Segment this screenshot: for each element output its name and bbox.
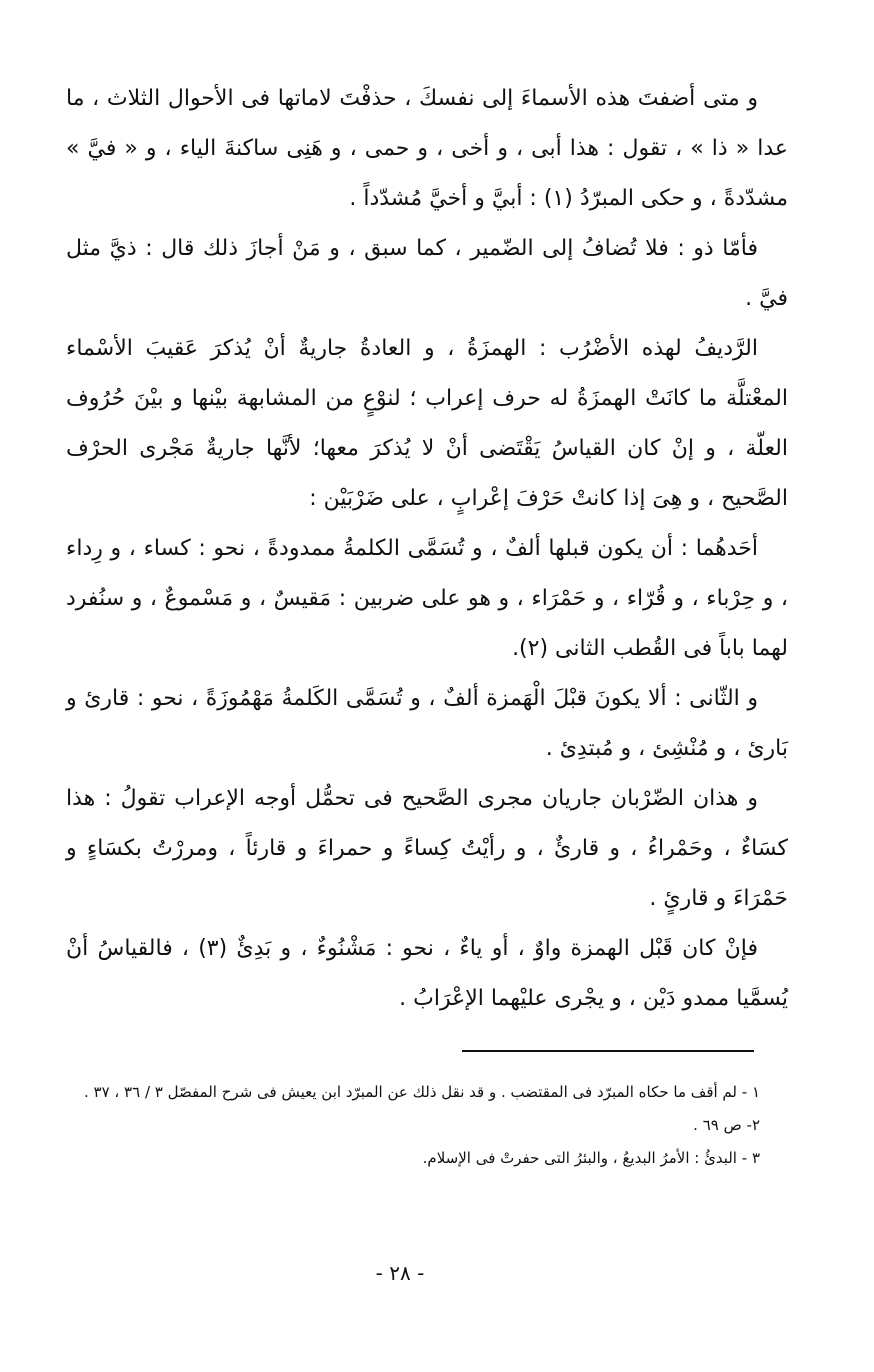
- footnotes: [22, 1076, 760, 1175]
- footnote-1: ١ - لم أقف ما حكاه المبرّد فى المقتضب . و قد نقل ذلك عن المبرّد ابن يعيش فى شرح المفصّل ٣ / ٣٦ ، ٣٧ .: [83, 1083, 760, 1101]
- footnote-2: ٢- ص ٦٩ .: [693, 1116, 760, 1134]
- paragraph-waw-ya: فإنْ كان قَبْل الهمزة واوٌ ، أو ياءٌ ، نحو : مَشْنُوءٌ ، و بَدِئٌ (٣) ، فالقياسُ أنْ يُسمَّيا ممدو دَيْن ، و يجْرى عليْهما الإعْرَابُ .: [66, 936, 788, 1011]
- paragraph-second-type: و الثّانى : ألا يكونَ قبْلَ الْهَمزة ألفٌ ، و تُسَمَّى الكَلمةُ مَهْمُوزَةً ، نحو : قارئ و بَارئ ، و مُنْشِئ ، و مُبتدِئ .: [66, 686, 788, 761]
- main-text: [66, 74, 788, 1024]
- paragraph-hamza-intro: الرَّديفُ لهذه الأضْرُب : الهمزَةُ ، و العادةُ جاريةٌ أنْ يُذكرَ عَقيبَ الأسْماء المعْتلَّة ما كانَتْ الهمزَةُ له حرف إعراب ؛ لنوْعٍ من المشابهة بيْنها و بيْنَ حُرُوف العلّة ، و إنْ كان القياسُ يَقْتَضى أنْ لا يُذكرَ معها؛ لأنَّها جاريةٌ مَجْرى الحرْف الصَّحيح ، و هِىَ إذا كانتْ حَرْفَ إعْرابٍ ، على ضَرْبَيْن :: [66, 336, 788, 511]
- paragraph-dhu: فأمّا ذو : فلا تُضافُ إلى الضّمير ، كما سبق ، و مَنْ أجازَ ذلك قال : ذيَّ مثل فيَّ .: [66, 236, 788, 311]
- paragraph-inflection: و هذان الضّرْبان جاريان مجرى الصَّحيح فى تحمُّل أوجه الإعراب تقولُ : هذا كسَاءٌ ، وحَمْراءُ ، و قارئٌ ، و رأيْتُ كِساءً و حمراءَ و قارئاً ، ومررْتُ بكسَاءٍ و حَمْرَاءَ و قارئٍ .: [66, 786, 788, 911]
- paragraph-first-type: أحَدهُما : أن يكون قبلها ألفٌ ، و تُسَمَّى الكلمةُ ممدودةً ، نحو : كساء ، و رِداء ، و حِرْباء ، و قُرّاء ، و حَمْرَاء ، و هو على ضربين : مَقيسٌ ، و مَسْموعٌ ، و سنُفرد لهما باباً فى القُطب الثانى (٢).: [66, 536, 788, 661]
- footnote-3: ٣ - البدئُ : الأمرُ البديعُ ، والبئرُ التى حفرتْ فى الإسلام.: [422, 1149, 760, 1167]
- footnote-separator: [462, 1050, 754, 1052]
- paragraph-possessive-pronoun: و متى أضفتَ هذه الأسماءَ إلى نفسكَ ، حذفْتَ لاماتها فى الأحوال الثلاث ، ما عدا « ذا » ، تقول : هذا أبى ، و أخى ، و حمى ، و هَنِى ساكنةَ الياء ، و « فيَّ » مشدّدةً ، و حكى المبرّدُ (١) : أبيَّ و أخيَّ مُشدّداً .: [66, 86, 788, 211]
- page-number: - ٢٨ -: [375, 1261, 425, 1285]
